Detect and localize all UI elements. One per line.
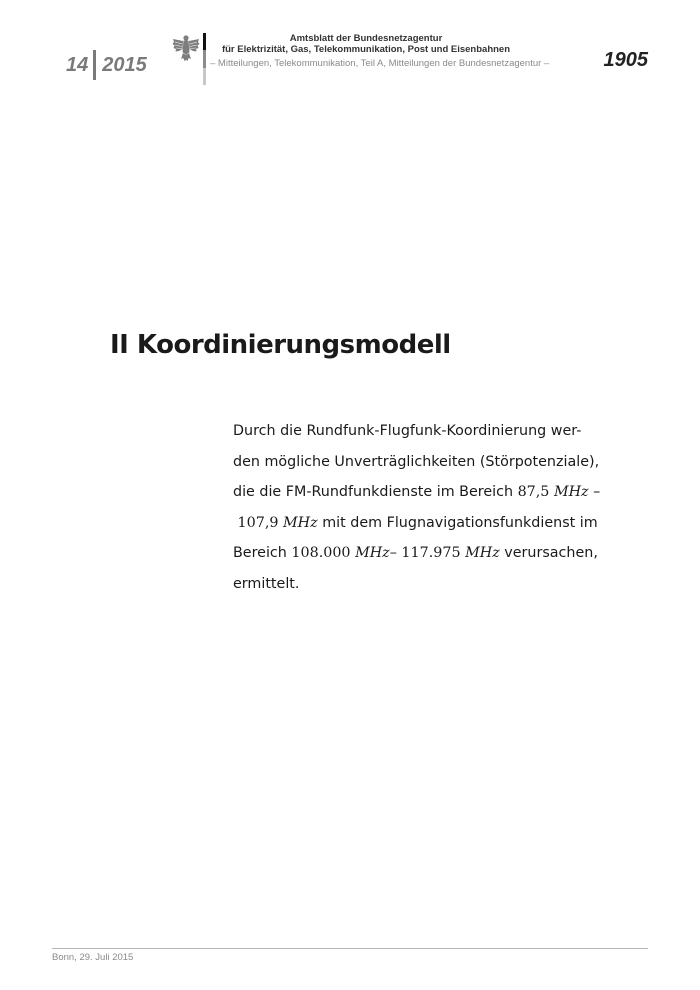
issue-divider [93,50,96,80]
gazette-subtitle: – Mitteilungen, Telekommunikation, Teil A, Mitteilungen der Bundesnetzagentur – [210,58,550,69]
body-paragraph [233,416,613,599]
fm-range-high: 107,9 MHz [237,514,318,531]
paragraph-line: den mögliche Unverträglichkeiten (Störpotenziale), [233,453,600,470]
paragraph-line: verursachen, [499,545,598,561]
fm-range-low: 87,5 MHz [517,484,589,500]
federal-eagle-icon [170,32,202,64]
nav-range-high: 117.975 MHz [401,545,500,561]
nav-range-low: 108.000 MHz [291,545,390,561]
paragraph-line: Bereich [233,545,292,561]
range-dash: – [588,484,601,500]
gazette-title-line2: für Elektrizität, Gas, Telekommunikation, Post und Eisenbahnen [221,44,511,55]
issue-number: 14 [66,53,89,76]
footer-rule [52,948,648,949]
paragraph-line: mit dem Flugnavigationsfunkdienst im [317,514,598,531]
flag-bar [203,33,206,85]
gazette-title-line1: Amtsblatt der Bundesnetzagentur [289,33,443,44]
paragraph-line: ermittelt. [233,575,300,592]
issue-year-label [66,50,147,80]
section-heading: II Koordinierungsmodell [110,330,451,360]
issue-year: 2015 [102,53,147,76]
gazette-title [210,33,522,55]
nav-range-dash: – [389,545,402,561]
page-number: 1905 [603,49,648,71]
paragraph-line: Durch die Rundfunk-Flugfunk-Koordinierung wer- [233,423,582,439]
paragraph-line: die die FM-Rundfunkdienste im Bereich [233,484,518,500]
footer-place-date: Bonn, 29. Juli 2015 [52,952,134,963]
